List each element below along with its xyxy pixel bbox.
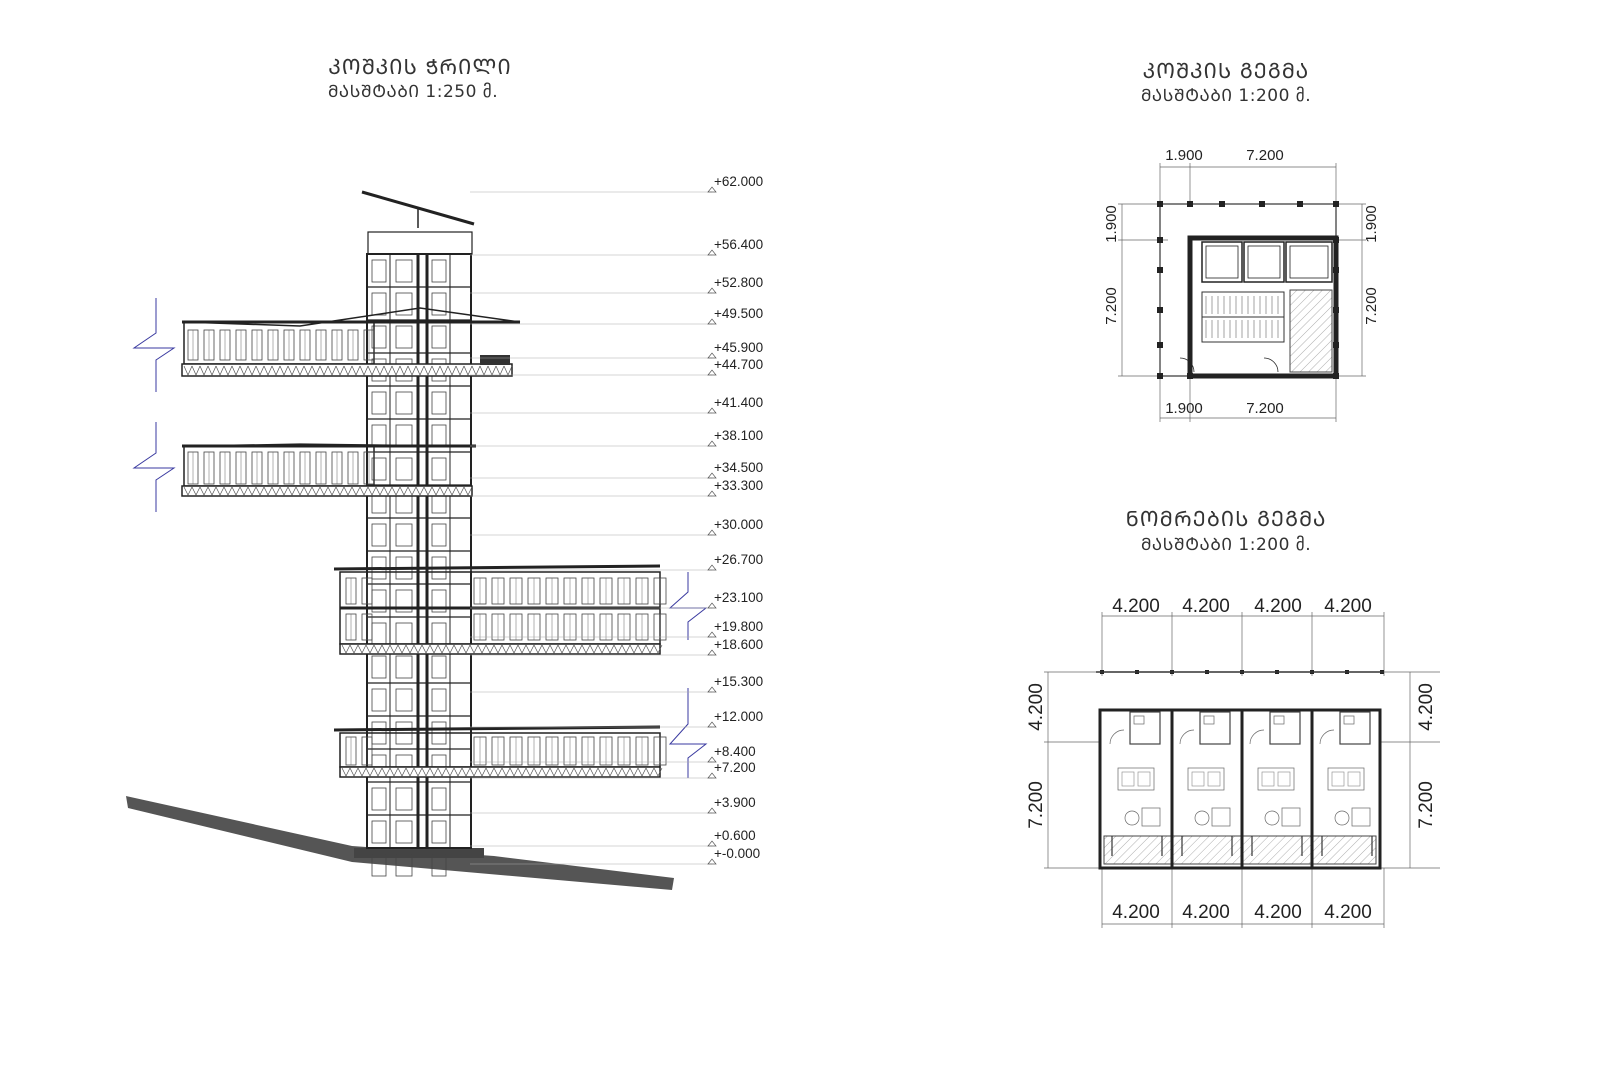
rooms-dim-bottom-3: 4.200 (1254, 902, 1302, 923)
level-mark: +7.200 (714, 760, 756, 775)
rooms-dim-left-2: 7.200 (1026, 781, 1047, 829)
level-mark: +19.800 (714, 619, 764, 634)
tower-dim-right-1: 1.900 (1363, 205, 1380, 243)
rooms-dim-bottom-4: 4.200 (1324, 902, 1372, 923)
level-mark: +62.000 (714, 174, 764, 189)
elevator (1202, 242, 1242, 282)
level-mark: +8.400 (714, 744, 756, 759)
rooms-dim-left-1: 4.200 (1026, 683, 1047, 731)
level-mark: +0.600 (714, 828, 756, 843)
level-mark: +38.100 (714, 428, 764, 443)
rooms-dim-right-1: 4.200 (1416, 683, 1437, 731)
level-mark: +34.500 (714, 460, 764, 475)
tower-dim-left-2: 7.200 (1103, 287, 1120, 325)
level-mark: +26.700 (714, 552, 764, 567)
level-mark: +45.900 (714, 340, 764, 355)
shaft-hatch (1290, 290, 1332, 372)
rooms-dim-bottom-2: 4.200 (1182, 902, 1230, 923)
upper-wing-1 (182, 308, 520, 376)
rooms-plan-scale: ᲛᲐᲡᲨᲢᲐᲑᲘ 1:200 მ. (1140, 535, 1312, 555)
balcony-strip (1104, 836, 1376, 864)
level-mark: +52.800 (714, 275, 764, 290)
tower-dim-top-2: 7.200 (1246, 147, 1284, 164)
tower-plan-scale: ᲛᲐᲡᲨᲢᲐᲑᲘ 1:200 მ. (1140, 86, 1312, 106)
section-title: ᲙᲝᲨᲙᲘᲡ ᲭᲠᲘᲚᲘ (328, 55, 512, 79)
tower-dim-bottom-1: 1.900 (1165, 400, 1203, 417)
break-line (134, 422, 174, 512)
section-scale: ᲛᲐᲡᲨᲢᲐᲑᲘ 1:250 მ. (327, 82, 499, 102)
staircase (1202, 292, 1284, 342)
level-mark: +23.100 (714, 590, 764, 605)
rooms-dim-bottom-1: 4.200 (1112, 902, 1160, 923)
rooms-dim-right-2: 7.200 (1416, 781, 1437, 829)
level-mark: +3.900 (714, 795, 756, 810)
tower-dim-top-1: 1.900 (1165, 147, 1203, 164)
level-mark: +15.300 (714, 674, 764, 689)
break-line (670, 688, 706, 778)
level-mark: +41.400 (714, 395, 764, 410)
rooms-dim-top-4: 4.200 (1324, 596, 1372, 617)
tower-plan-title: ᲙᲝᲨᲙᲘᲡ ᲒᲔᲒᲛᲐ (1142, 59, 1310, 83)
tower-dim-left-1: 1.900 (1103, 205, 1120, 243)
break-line (670, 572, 706, 640)
level-mark: +12.000 (714, 709, 764, 724)
tower-dim-right-2: 7.200 (1363, 287, 1380, 325)
rooms-dim-top-3: 4.200 (1254, 596, 1302, 617)
break-line (134, 298, 174, 392)
elevator (1286, 242, 1332, 282)
level-mark: +-0.000 (714, 846, 761, 861)
level-mark: +56.400 (714, 237, 764, 252)
rooms-plan-title: ᲜᲝᲛᲠᲔᲑᲘᲡ ᲒᲔᲒᲛᲐ (1125, 507, 1327, 531)
level-mark: +49.500 (714, 306, 764, 321)
level-mark: +30.000 (714, 517, 764, 532)
rooms-plan-drawing (1026, 596, 1440, 928)
tower-dim-bottom-2: 7.200 (1246, 400, 1284, 417)
tower-plan-drawing (1103, 147, 1380, 422)
rooms-dim-top-1: 4.200 (1112, 596, 1160, 617)
elevator (1244, 242, 1284, 282)
foundation (354, 848, 484, 858)
level-mark: +18.600 (714, 637, 764, 652)
tower-section-drawing (126, 174, 763, 890)
level-mark: +44.700 (714, 357, 764, 372)
level-mark: +33.300 (714, 478, 764, 493)
rooms-dim-top-2: 4.200 (1182, 596, 1230, 617)
